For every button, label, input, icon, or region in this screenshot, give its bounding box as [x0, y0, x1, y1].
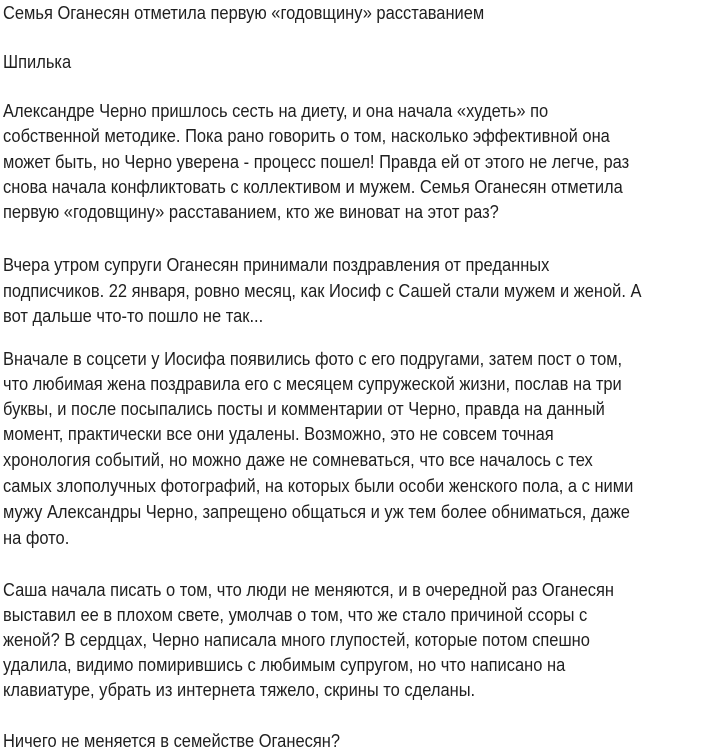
- paragraph-line: клавиатуре, убрать из интернета тяжело, скрины то сделаны.: [3, 680, 476, 700]
- paragraph-line: мужу Александры Черно, запрещено общаться и уж тем более обниматься, даже: [3, 502, 630, 522]
- paragraph-line: женой? В сердцах, Черно написала много глупостей, которые потом спешно: [3, 630, 590, 650]
- paragraph-line: снова начала конфликтовать с коллективом и мужем. Семья Оганесян отметила: [3, 177, 623, 197]
- paragraph-line: собственной методике. Пока рано говорить о том, насколько эффективной она: [3, 126, 610, 146]
- paragraph-line: подписчиков. 22 января, ровно месяц, как Иосиф с Сашей стали мужем и женой. А: [3, 281, 642, 301]
- article-source: Шпилька: [3, 52, 72, 72]
- paragraph-line: выставил ее в плохом свете, умолчав о том, что же стало причиной ссоры с: [3, 605, 588, 625]
- paragraph-line: хронология событий, но можно даже не сомневаться, что все началось с тех: [3, 450, 593, 470]
- paragraph-line: Ничего не меняется в семействе Оганесян?: [3, 731, 341, 751]
- paragraph-line: момент, практически все они удалены. Возможно, это не совсем точная: [3, 424, 554, 444]
- paragraph-line: Саша начала писать о том, что люди не меняются, и в очередной раз Оганесян: [3, 580, 615, 600]
- paragraph-line: на фото.: [3, 528, 70, 548]
- paragraph-line: Вначале в соцсети у Иосифа появились фото с его подругами, затем пост о том,: [3, 349, 623, 369]
- paragraph-line: удалила, видимо помирившись с любимым супругом, но что написано на: [3, 655, 566, 675]
- paragraph-line: может быть, но Черно уверена - процесс пошел! Правда ей от этого не легче, раз: [3, 152, 630, 172]
- paragraph-line: вот дальше что-то пошло не так...: [3, 306, 264, 326]
- paragraph-line: буквы, и после посыпались посты и комментарии от Черно, правда на данный: [3, 399, 605, 419]
- article-title: Семья Оганесян отметила первую «годовщину» расставанием: [3, 3, 485, 23]
- paragraph-line: что любимая жена поздравила его с месяцем супружеской жизни, послав на три: [3, 374, 622, 394]
- paragraph-line: Александре Черно пришлось сесть на диету, и она начала «худеть» по: [3, 101, 549, 121]
- paragraph-line: Вчера утром супруги Оганесян принимали поздравления от преданных: [3, 255, 550, 275]
- paragraph-line: самых злополучных фотографий, на которых были особи женского пола, а с ними: [3, 476, 634, 496]
- paragraph-line: первую «годовщину» расставанием, кто же виноват на этот раз?: [3, 202, 499, 222]
